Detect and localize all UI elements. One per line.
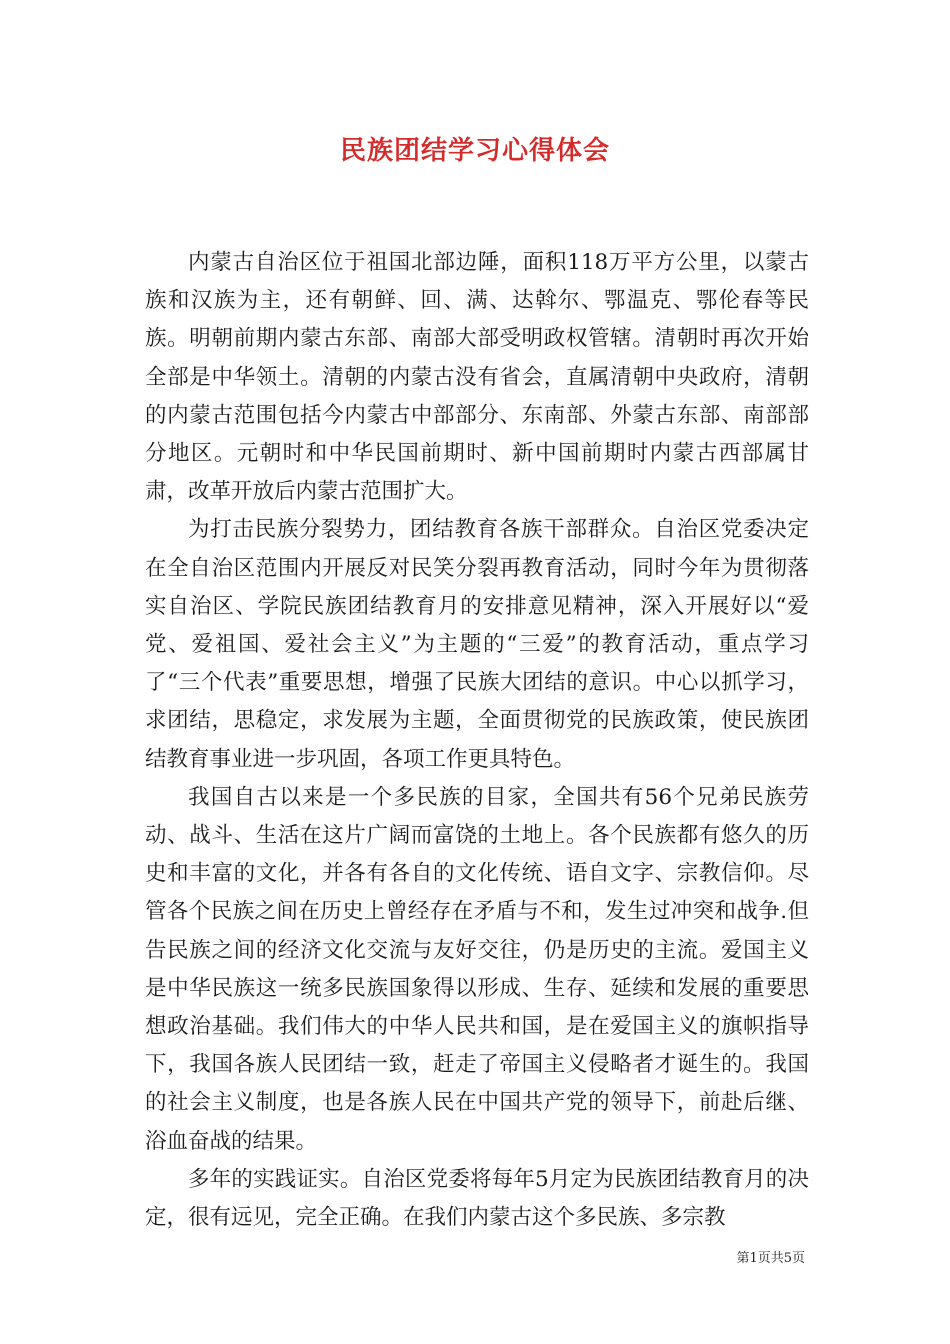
paragraph-4: 多年的实践证实。自治区党委将每年5月定为民族团结教育月的决定，很有远见，完全正确。在我们内蒙古这个多民族、多宗教 bbox=[145, 1166, 809, 1231]
paragraph-1: 内蒙古自治区位于祖国北部边陲，面积118万平方公里，以蒙古族和汉族为主，还有朝鲜、回、满、达斡尔、鄂温克、鄂伦春等民族。明朝前期内蒙古东部、南部大部受明政权管辖。清朝时再次开始全部是中华领土。清朝的内蒙古没有省会，直属清朝中央政府，清朝的内蒙古范围包括今内蒙古中部部分、东南部、外蒙古东部、南部部分地区。元朝时和中华民国前期时、新中国前期时内蒙古西部属甘肃，改革开放后内蒙古范围扩大。 bbox=[145, 250, 809, 505]
document-title: 民族团结学习心得体会 bbox=[339, 136, 610, 166]
document-body bbox=[145, 244, 809, 1237]
page-number: 第1页共5页 bbox=[736, 1251, 805, 1266]
paragraph-2: 为打击民族分裂势力，团结教育各族干部群众。自治区党委决定在全自治区范围内开展反对民笑分裂再教育活动，同时今年为贯彻落实自治区、学院民族团结教育月的安排意见精神，深入开展好以“爱党、爱祖国、爱社会主义”为主题的“三爱”的教育活动，重点学习了“三个代表”重要思想，增强了民族大团结的意识。中心以抓学习，求团结，思稳定，求发展为主题，全面贯彻党的民族政策，使民族团结教育事业进一步巩固，各项工作更具特色。 bbox=[145, 517, 809, 772]
paragraph-3: 我国自古以来是一个多民族的目家，全国共有56个兄弟民族劳动、战斗、生活在这片广阔而富饶的土地上。各个民族都有悠久的历史和丰富的文化，并各有各自的文化传统、语自文字、宗教信仰。尽管各个民族之间在历史上曾经存在矛盾与不和，发生过冲突和战争.但告民族之间的经济文化交流与友好交往，仍是历史的主流。爱国主义是中华民族这一统多民族国象得以形成、生存、延续和发展的重要思想政治基础。我们伟大的中华人民共和国，是在爱国主义的旗帜指导下，我国各族人民团结一致，赶走了帝国主义侵略者才诞生的。我国的社会主义制度，也是各族人民在中国共产党的领导下，前赴后继、浴血奋战的结果。 bbox=[145, 784, 809, 1154]
